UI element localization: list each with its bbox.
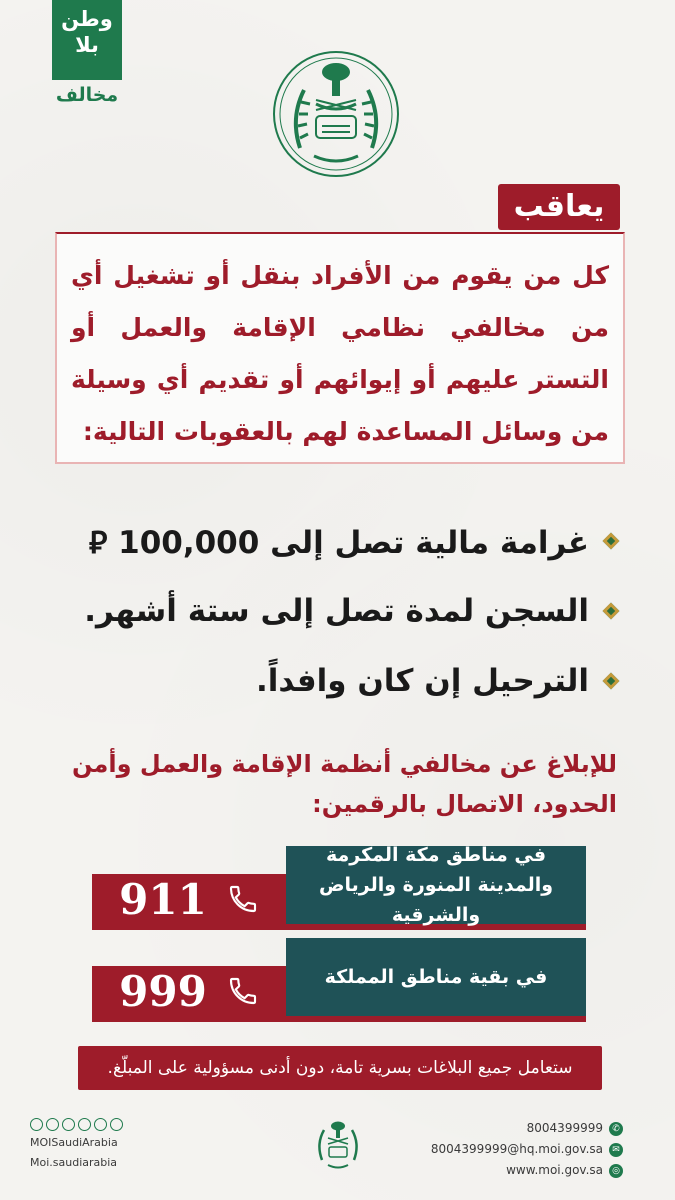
hotline-911-block	[92, 846, 586, 930]
footer-email-row[interactable]	[423, 1139, 623, 1160]
snap-handle[interactable]: Moi.saudiarabia	[30, 1156, 118, 1169]
hotline-999-block	[92, 938, 586, 1022]
penalty-item	[57, 510, 617, 572]
linkedin-icon[interactable]	[110, 1118, 123, 1131]
hotline-999[interactable]	[92, 960, 286, 1022]
penalty-item	[57, 580, 617, 642]
hotline-number: 999	[119, 966, 207, 1016]
slogan-line-1: وطن	[61, 7, 113, 31]
hotline-regions: في مناطق مكة المكرمة والمدينة المنورة والرياض والشرقية	[286, 846, 586, 924]
footer-phone: 8004399999	[526, 1121, 603, 1135]
x-icon[interactable]	[30, 1118, 43, 1131]
hotline-911[interactable]	[92, 868, 286, 930]
penalty-text: غرامة مالية تصل إلى 100,000 ⃁	[88, 524, 589, 561]
footer-phone-row[interactable]	[423, 1118, 623, 1139]
mail-icon: ✉	[609, 1143, 623, 1157]
penalties-list	[57, 510, 617, 720]
footer-website-row[interactable]	[423, 1160, 623, 1181]
confidentiality-note: ستعامل جميع البلاغات بسرية تامة، دون أدنى مسؤولية على المبلّغ.	[78, 1046, 602, 1090]
ministry-emblem-icon	[270, 48, 402, 180]
social-icons	[30, 1118, 170, 1131]
instagram-icon[interactable]	[62, 1118, 75, 1131]
slogan-last: مخالف	[55, 84, 119, 106]
whatsapp-icon: ✆	[609, 1122, 623, 1136]
youtube-icon[interactable]	[94, 1118, 107, 1131]
facebook-icon[interactable]	[46, 1118, 59, 1131]
hotline-number: 911	[119, 874, 207, 924]
footer-email: 8004399999@hq.moi.gov.sa	[430, 1142, 603, 1156]
slogan-badge	[52, 0, 122, 80]
penalty-item	[57, 650, 617, 712]
footer-website: www.moi.gov.sa	[506, 1163, 603, 1177]
hotline-regions: في بقية مناطق المملكة	[286, 938, 586, 1016]
diamond-bullet-icon	[603, 673, 620, 690]
globe-icon: ◎	[609, 1164, 623, 1178]
contact-footer	[423, 1118, 623, 1181]
social-handle[interactable]: MOISaudiArabia	[30, 1136, 118, 1149]
footer-emblem-icon	[310, 1116, 366, 1172]
penalty-text: الترحيل إن كان وافداً.	[256, 663, 589, 699]
diamond-bullet-icon	[603, 533, 620, 550]
social-footer	[30, 1118, 170, 1173]
phone-icon	[227, 883, 259, 915]
phone-icon	[227, 975, 259, 1007]
intro-text: كل من يقوم من الأفراد بنقل أو تشغيل أي من مخالفي نظامي الإقامة والعمل أو التستر عليهم أو إيوائهم أو تقديم أي وسيلة من وسائل المساعدة لهم بالعقوبات التالية:	[55, 232, 625, 464]
tiktok-icon[interactable]	[78, 1118, 91, 1131]
diamond-bullet-icon	[603, 603, 620, 620]
report-instructions: للإبلاغ عن مخالفي أنظمة الإقامة والعمل وأمن الحدود، الاتصال بالرقمين:	[71, 750, 617, 818]
penalty-text: السجن لمدة تصل إلى ستة أشهر.	[84, 593, 589, 629]
slogan-line-2: بلا	[75, 33, 99, 57]
title-badge: يعاقب	[498, 184, 620, 230]
